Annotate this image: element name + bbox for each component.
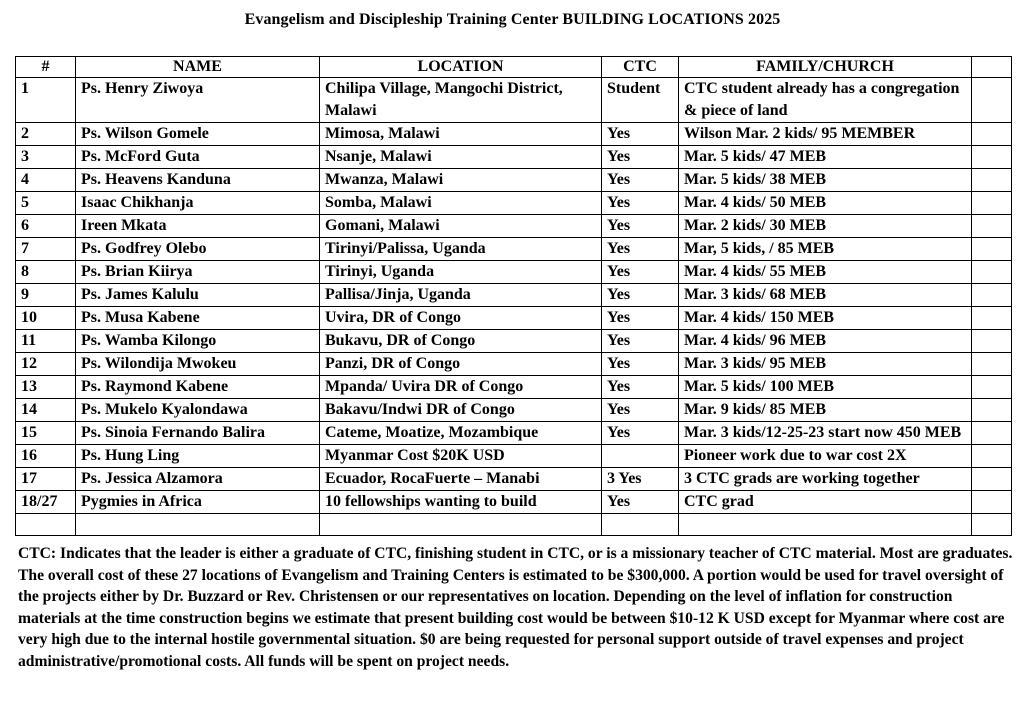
- header-family-church: FAMILY/CHURCH: [679, 57, 972, 78]
- document-title: Evangelism and Discipleship Training Center BUILDING LOCATIONS 2025: [244, 11, 781, 28]
- row-family-church: Mar. 2 kids/ 30 MEB: [679, 215, 972, 238]
- table-row: [16, 169, 1012, 192]
- row-extra-cell: [972, 376, 1012, 399]
- row-extra-cell: [972, 307, 1012, 330]
- row-family-church: 3 CTC grads are working together: [679, 468, 972, 491]
- row-name: Ps. Raymond Kabene: [76, 376, 320, 399]
- table-row: [16, 330, 1012, 353]
- row-location: Mwanza, Malawi: [320, 169, 602, 192]
- row-location: Gomani, Malawi: [320, 215, 602, 238]
- table-header-row: [16, 57, 1012, 78]
- row-name: [76, 514, 320, 536]
- row-name: Ps. James Kalulu: [76, 284, 320, 307]
- table-row: [16, 284, 1012, 307]
- row-location: Uvira, DR of Congo: [320, 307, 602, 330]
- row-extra-cell: [972, 169, 1012, 192]
- row-number: 6: [16, 215, 76, 238]
- row-extra-cell: [972, 238, 1012, 261]
- table-row: [16, 123, 1012, 146]
- row-location: Tirinyi/Palissa, Uganda: [320, 238, 602, 261]
- table-row: [16, 146, 1012, 169]
- row-ctc: Yes: [602, 146, 679, 169]
- table-row: [16, 353, 1012, 376]
- row-number: 18/27: [16, 491, 76, 514]
- row-name: Ps. Jessica Alzamora: [76, 468, 320, 491]
- row-location: Tirinyi, Uganda: [320, 261, 602, 284]
- row-family-church: Mar. 3 kids/ 95 MEB: [679, 353, 972, 376]
- row-location: Panzi, DR of Congo: [320, 353, 602, 376]
- row-location: Ecuador, RocaFuerte – Manabi: [320, 468, 602, 491]
- row-number: 5: [16, 192, 76, 215]
- row-ctc: Yes: [602, 353, 679, 376]
- row-name: Ps. Godfrey Olebo: [76, 238, 320, 261]
- row-number: 2: [16, 123, 76, 146]
- row-ctc: Yes: [602, 284, 679, 307]
- row-name: Ps. Heavens Kanduna: [76, 169, 320, 192]
- footnote-paragraph: CTC: Indicates that the leader is either a graduate of CTC, finishing student in CTC, or is a missionary teacher of CTC material. Most are graduates. The overall cost of these 27 locations of Evangelism and Training Centers is estimated to be $300,000. A portion would be used for travel oversight of the projects either by Dr. Buzzard or Rev. Christensen or our representatives on location. Depending on the level of inflation for construction materials at the time construction begins we estimate that present building cost would be between $10-12 K USD except for Myanmar where cost are very high due to the internal hostile governmental situation. $0 are being requested for personal support outside of travel expenses and project administrative/promotional costs. All funds will be spent on project needs.: [18, 545, 1013, 670]
- table-row: [16, 491, 1012, 514]
- row-family-church: Mar. 5 kids/ 100 MEB: [679, 376, 972, 399]
- row-ctc: Yes: [602, 123, 679, 146]
- row-family-church: Mar, 5 kids, / 85 MEB: [679, 238, 972, 261]
- header-extra: [972, 57, 1012, 78]
- row-extra-cell: [972, 146, 1012, 169]
- row-name: Isaac Chikhanja: [76, 192, 320, 215]
- row-number: 1: [16, 78, 76, 123]
- header-ctc: CTC: [602, 57, 679, 78]
- row-family-church: [679, 514, 972, 536]
- row-number: 7: [16, 238, 76, 261]
- row-location: Pallisa/Jinja, Uganda: [320, 284, 602, 307]
- row-location: [320, 514, 602, 536]
- row-name: Ps. Mukelo Kyalondawa: [76, 399, 320, 422]
- row-name: Ps. Wilson Gomele: [76, 123, 320, 146]
- table-row: [16, 261, 1012, 284]
- row-ctc: Yes: [602, 491, 679, 514]
- row-location: Bukavu, DR of Congo: [320, 330, 602, 353]
- table-row: [16, 422, 1012, 445]
- row-number: 15: [16, 422, 76, 445]
- row-location: Somba, Malawi: [320, 192, 602, 215]
- row-number: 3: [16, 146, 76, 169]
- row-ctc: Yes: [602, 330, 679, 353]
- table-row: [16, 399, 1012, 422]
- row-extra-cell: [972, 284, 1012, 307]
- row-ctc: Yes: [602, 422, 679, 445]
- row-number: 14: [16, 399, 76, 422]
- table-row: [16, 445, 1012, 468]
- row-location: Nsanje, Malawi: [320, 146, 602, 169]
- row-extra-cell: [972, 468, 1012, 491]
- row-location: Chilipa Village, Mangochi District, Malawi: [320, 78, 602, 123]
- row-family-church: Mar. 3 kids/12-25-23 start now 450 MEB: [679, 422, 972, 445]
- row-number: 9: [16, 284, 76, 307]
- table-row: [16, 376, 1012, 399]
- row-extra-cell: [972, 514, 1012, 536]
- row-ctc: Yes: [602, 399, 679, 422]
- row-name: Ps. Hung Ling: [76, 445, 320, 468]
- row-location: Mpanda/ Uvira DR of Congo: [320, 376, 602, 399]
- row-name: Pygmies in Africa: [76, 491, 320, 514]
- header-number: #: [16, 57, 76, 78]
- row-number: 11: [16, 330, 76, 353]
- row-location: Cateme, Moatize, Mozambique: [320, 422, 602, 445]
- row-number: [16, 514, 76, 536]
- table-row: [16, 307, 1012, 330]
- row-ctc: Yes: [602, 215, 679, 238]
- row-extra-cell: [972, 78, 1012, 123]
- row-ctc: Yes: [602, 192, 679, 215]
- row-location: Myanmar Cost $20K USD: [320, 445, 602, 468]
- row-extra-cell: [972, 422, 1012, 445]
- row-ctc: 3 Yes: [602, 468, 679, 491]
- row-family-church: Mar. 4 kids/ 150 MEB: [679, 307, 972, 330]
- row-family-church: Mar. 9 kids/ 85 MEB: [679, 399, 972, 422]
- row-location: Bakavu/Indwi DR of Congo: [320, 399, 602, 422]
- row-name: Ps. Sinoia Fernando Balira: [76, 422, 320, 445]
- row-extra-cell: [972, 445, 1012, 468]
- row-family-church: Mar. 4 kids/ 55 MEB: [679, 261, 972, 284]
- row-number: 12: [16, 353, 76, 376]
- row-ctc: Yes: [602, 376, 679, 399]
- row-number: 8: [16, 261, 76, 284]
- row-family-church: Wilson Mar. 2 kids/ 95 MEMBER: [679, 123, 972, 146]
- row-extra-cell: [972, 192, 1012, 215]
- row-ctc: Yes: [602, 169, 679, 192]
- header-name: NAME: [76, 57, 320, 78]
- table-row: [16, 468, 1012, 491]
- row-ctc: [602, 445, 679, 468]
- row-family-church: Mar. 4 kids/ 50 MEB: [679, 192, 972, 215]
- row-extra-cell: [972, 491, 1012, 514]
- row-name: Ps. Wilondija Mwokeu: [76, 353, 320, 376]
- row-name: Ireen Mkata: [76, 215, 320, 238]
- row-location: 10 fellowships wanting to build: [320, 491, 602, 514]
- row-extra-cell: [972, 330, 1012, 353]
- row-name: Ps. McFord Guta: [76, 146, 320, 169]
- row-name: Ps. Brian Kiirya: [76, 261, 320, 284]
- row-ctc: Yes: [602, 261, 679, 284]
- row-extra-cell: [972, 353, 1012, 376]
- row-name: Ps. Henry Ziwoya: [76, 78, 320, 123]
- row-family-church: CTC student already has a congregation & piece of land: [679, 78, 972, 123]
- row-number: 17: [16, 468, 76, 491]
- row-number: 4: [16, 169, 76, 192]
- header-location: LOCATION: [320, 57, 602, 78]
- table-row: [16, 238, 1012, 261]
- row-ctc: [602, 514, 679, 536]
- row-name: Ps. Musa Kabene: [76, 307, 320, 330]
- row-extra-cell: [972, 123, 1012, 146]
- row-extra-cell: [972, 399, 1012, 422]
- row-number: 13: [16, 376, 76, 399]
- row-name: Ps. Wamba Kilongo: [76, 330, 320, 353]
- row-extra-cell: [972, 261, 1012, 284]
- row-location: Mimosa, Malawi: [320, 123, 602, 146]
- row-ctc: Student: [602, 78, 679, 123]
- table-body: [16, 78, 1012, 536]
- row-ctc: Yes: [602, 307, 679, 330]
- locations-table: [15, 56, 1012, 536]
- row-family-church: Mar. 5 kids/ 38 MEB: [679, 169, 972, 192]
- row-number: 10: [16, 307, 76, 330]
- row-family-church: CTC grad: [679, 491, 972, 514]
- row-family-church: Mar. 3 kids/ 68 MEB: [679, 284, 972, 307]
- row-family-church: Mar. 5 kids/ 47 MEB: [679, 146, 972, 169]
- row-extra-cell: [972, 215, 1012, 238]
- row-number: 16: [16, 445, 76, 468]
- row-family-church: Pioneer work due to war cost 2X: [679, 445, 972, 468]
- table-row: [16, 215, 1012, 238]
- table-row: [16, 514, 1012, 536]
- row-family-church: Mar. 4 kids/ 96 MEB: [679, 330, 972, 353]
- table-row: [16, 192, 1012, 215]
- row-ctc: Yes: [602, 238, 679, 261]
- table-row: [16, 78, 1012, 123]
